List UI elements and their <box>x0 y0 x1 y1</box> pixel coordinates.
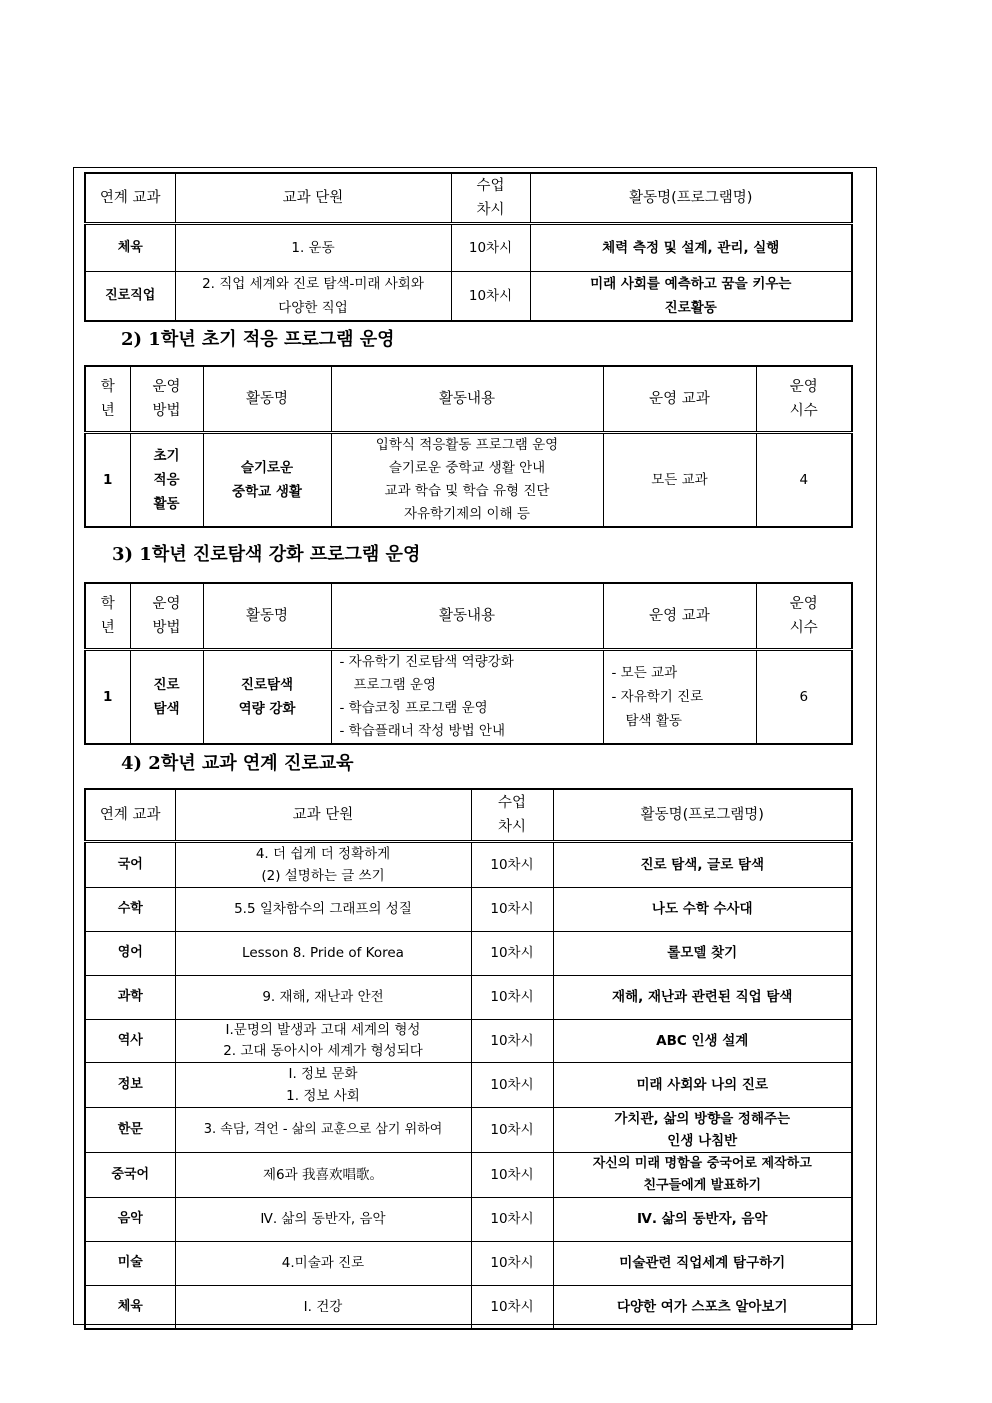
section-heading-3: 3) 1학년 진로탐색 강화 프로그램 운영 <box>112 544 421 565</box>
row-operating-hours: 6 <box>756 649 852 744</box>
row-activity-content: 입학식 적응활동 프로그램 운영 슬기로운 중학교 생활 안내 교과 학습 및 학습 유형 진단 자유학기제의 이해 등 <box>331 432 603 527</box>
row-activity: 재해, 재난과 관련된 직업 탐색 <box>553 975 852 1019</box>
career-exploration-table <box>84 582 853 745</box>
row-unit: 4. 더 쉽게 더 정확하게 (2) 설명하는 글 쓰기 <box>175 841 471 887</box>
row-grade: 1 <box>85 649 130 744</box>
header-method: 운영 방법 <box>130 583 203 649</box>
row-activity: 롤모델 찾기 <box>553 931 852 975</box>
row-hours: 10차시 <box>471 1285 553 1329</box>
header-method: 운영 방법 <box>130 366 203 432</box>
header-hours: 수업 차시 <box>471 789 553 841</box>
header-operating-hours: 운영 시수 <box>756 583 852 649</box>
row-unit: 1. 운동 <box>175 224 451 272</box>
row-hours: 10차시 <box>471 1197 553 1241</box>
header-activity-name: 활동명 <box>203 583 331 649</box>
table-row <box>85 1019 852 1062</box>
header-activity: 활동명(프로그램명) <box>530 173 852 224</box>
row-activity: Ⅳ. 삶의 동반자, 음악 <box>553 1197 852 1241</box>
table-row <box>85 975 852 1019</box>
row-subject: 한문 <box>85 1107 175 1152</box>
table-row <box>85 272 852 322</box>
row-activity: 미래 사회를 예측하고 꿈을 키우는 진로활동 <box>530 272 852 322</box>
header-hours: 수업 차시 <box>451 173 530 224</box>
header-activity-content: 활동내용 <box>331 366 603 432</box>
table-row <box>85 931 852 975</box>
table-row <box>85 1152 852 1197</box>
row-activity: ABC 인생 설계 <box>553 1019 852 1062</box>
header-subject: 연계 교과 <box>85 173 175 224</box>
table-row <box>85 1197 852 1241</box>
row-subject: 음악 <box>85 1197 175 1241</box>
row-activity: 진로 탐색, 글로 탐색 <box>553 841 852 887</box>
row-hours: 10차시 <box>471 975 553 1019</box>
row-hours: 10차시 <box>471 841 553 887</box>
row-unit: Ⅰ. 정보 문화 1. 정보 사회 <box>175 1062 471 1107</box>
row-subject: 체육 <box>85 1285 175 1329</box>
row-unit: Ⅰ.문명의 발생과 고대 세계의 형성 2. 고대 동아시아 세계가 형성되다 <box>175 1019 471 1062</box>
table-row <box>85 887 852 931</box>
row-hours: 10차시 <box>471 1062 553 1107</box>
row-hours: 10차시 <box>471 1019 553 1062</box>
header-operating-subject: 운영 교과 <box>603 366 756 432</box>
row-subject: 진로직업 <box>85 272 175 322</box>
row-subject: 국어 <box>85 841 175 887</box>
row-unit: Lesson 8. Pride of Korea <box>175 931 471 975</box>
row-activity: 미래 사회와 나의 진로 <box>553 1062 852 1107</box>
row-subject: 중국어 <box>85 1152 175 1197</box>
header-activity: 활동명(프로그램명) <box>553 789 852 841</box>
header-activity-name: 활동명 <box>203 366 331 432</box>
row-hours: 10차시 <box>471 887 553 931</box>
row-activity-name: 슬기로운 중학교 생활 <box>203 432 331 527</box>
row-hours: 10차시 <box>471 1152 553 1197</box>
table-header-row <box>85 789 852 841</box>
header-grade: 학 년 <box>85 366 130 432</box>
row-activity: 자신의 미래 명함을 중국어로 제작하고 친구들에게 발표하기 <box>553 1152 852 1197</box>
row-unit: 9. 재해, 재난과 안전 <box>175 975 471 1019</box>
row-activity: 미술관련 직업세계 탐구하기 <box>553 1241 852 1285</box>
table-row <box>85 841 852 887</box>
section-heading-4: 4) 2학년 교과 연계 진로교육 <box>121 753 354 774</box>
row-activity-name: 진로탐색 역량 강화 <box>203 649 331 744</box>
row-unit: Ⅰ. 건강 <box>175 1285 471 1329</box>
header-operating-subject: 운영 교과 <box>603 583 756 649</box>
row-subject: 수학 <box>85 887 175 931</box>
table-row <box>85 1241 852 1285</box>
table-row <box>85 432 852 527</box>
row-hours: 10차시 <box>451 224 530 272</box>
row-subject: 역사 <box>85 1019 175 1062</box>
row-subject: 체육 <box>85 224 175 272</box>
row-hours: 10차시 <box>471 1241 553 1285</box>
adaptation-program-table <box>84 365 853 528</box>
row-hours: 10차시 <box>451 272 530 322</box>
table-row <box>85 1107 852 1152</box>
row-hours: 10차시 <box>471 1107 553 1152</box>
row-operating-hours: 4 <box>756 432 852 527</box>
row-unit: Ⅳ. 삶의 동반자, 음악 <box>175 1197 471 1241</box>
row-activity: 체력 측정 및 설계, 관리, 실행 <box>530 224 852 272</box>
row-subject: 과학 <box>85 975 175 1019</box>
header-grade: 학 년 <box>85 583 130 649</box>
row-method: 초기 적응 활동 <box>130 432 203 527</box>
row-grade: 1 <box>85 432 130 527</box>
header-subject: 연계 교과 <box>85 789 175 841</box>
header-activity-content: 활동내용 <box>331 583 603 649</box>
header-unit: 교과 단원 <box>175 173 451 224</box>
table-header-row <box>85 173 852 224</box>
row-operating-subject: 모든 교과 <box>603 432 756 527</box>
row-activity: 다양한 여가 스포츠 알아보기 <box>553 1285 852 1329</box>
table-row <box>85 1062 852 1107</box>
row-unit: 5.5 일차함수의 그래프의 성질 <box>175 887 471 931</box>
row-activity: 나도 수학 수사대 <box>553 887 852 931</box>
grade2-linked-table <box>84 788 853 1330</box>
table-header-row <box>85 366 852 432</box>
row-activity-content: - 자유학기 진로탐색 역량강화 프로그램 운영 - 학습코칭 프로그램 운영 - 학습플래너 작성 방법 안내 <box>331 649 603 744</box>
row-activity: 가치관, 삶의 방향을 정해주는 인생 나침반 <box>553 1107 852 1152</box>
table-row <box>85 1285 852 1329</box>
row-subject: 영어 <box>85 931 175 975</box>
row-hours: 10차시 <box>471 931 553 975</box>
row-unit: 제6과 我喜欢唱歌。 <box>175 1152 471 1197</box>
section-heading-2: 2) 1학년 초기 적응 프로그램 운영 <box>121 329 395 350</box>
row-unit: 4.미술과 진로 <box>175 1241 471 1285</box>
header-unit: 교과 단원 <box>175 789 471 841</box>
curriculum-table-top <box>84 172 853 322</box>
header-operating-hours: 운영 시수 <box>756 366 852 432</box>
table-row <box>85 649 852 744</box>
row-operating-subject: - 모든 교과 - 자유학기 진로 탐색 활동 <box>603 649 756 744</box>
table-row <box>85 224 852 272</box>
row-method: 진로 탐색 <box>130 649 203 744</box>
row-unit: 3. 속담, 격언 - 삶의 교훈으로 삼기 위하여 <box>175 1107 471 1152</box>
table-header-row <box>85 583 852 649</box>
row-unit: 2. 직업 세계와 진로 탐색-미래 사회와 다양한 직업 <box>175 272 451 322</box>
row-subject: 정보 <box>85 1062 175 1107</box>
row-subject: 미술 <box>85 1241 175 1285</box>
